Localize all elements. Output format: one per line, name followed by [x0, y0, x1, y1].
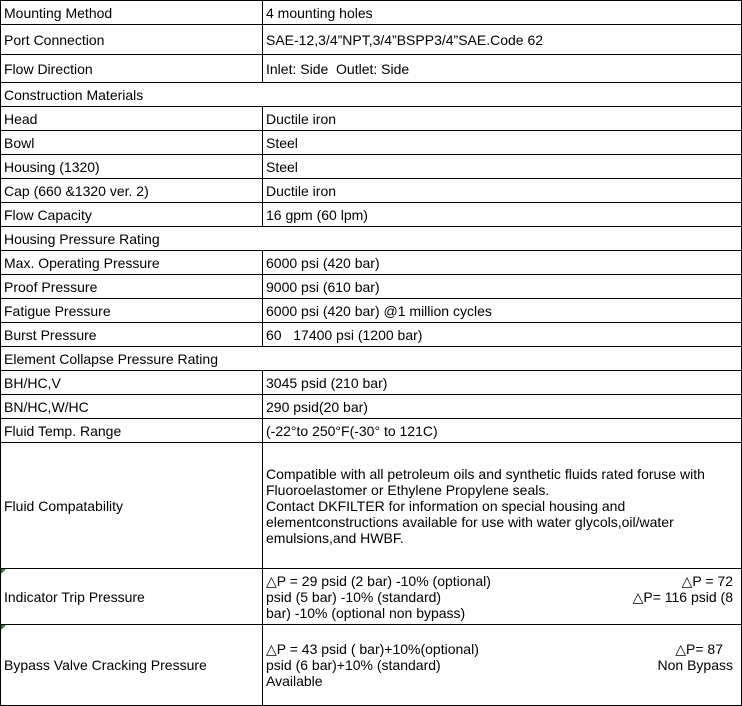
indicator-label-cell	[1, 569, 263, 625]
row-label: Housing (1320)	[1, 155, 263, 179]
section-heading: Construction Materials	[1, 83, 742, 107]
cell-marker	[1, 569, 6, 574]
table-row	[1, 395, 742, 419]
row-value: Inlet: Side Outlet: Side	[263, 55, 742, 83]
table-row	[1, 323, 742, 347]
fluid-compat-line: emulsions,and HWBF.	[266, 529, 404, 546]
fluid-compat-line: Fluoroelastomer or Ethylene Propylene seals.	[266, 481, 550, 498]
bypass-line-left: psid (6 bar)+10% (standard)	[266, 657, 441, 673]
indicator-line	[266, 573, 741, 589]
table-row	[1, 625, 742, 706]
row-value: Steel	[263, 131, 742, 155]
indicator-value	[263, 569, 742, 625]
bypass-line-left: △P = 43 psid ( bar)+10%(optional)	[266, 641, 479, 657]
table-row	[1, 203, 742, 227]
section-row	[1, 347, 742, 371]
row-label: Indicator Trip Pressure	[4, 588, 145, 605]
row-value: 16 gpm (60 lpm)	[263, 203, 742, 227]
section-heading: Element Collapse Pressure Rating	[1, 347, 742, 371]
bypass-line	[266, 641, 741, 657]
bypass-line-right: Non Bypass	[657, 657, 733, 673]
bypass-line-right: △P= 87	[675, 641, 723, 657]
row-value: Steel	[263, 155, 742, 179]
indicator-line-left: psid (5 bar) -10% (standard)	[266, 588, 442, 605]
row-value: 6000 psi (420 bar)	[263, 251, 742, 275]
row-label: Burst Pressure	[1, 323, 263, 347]
row-label: BH/HC,V	[1, 371, 263, 395]
table-row	[1, 251, 742, 275]
section-row	[1, 227, 742, 251]
row-value: (-22°to 250°F(-30° to 121C)	[263, 419, 742, 443]
row-value: 3045 psid (210 bar)	[263, 371, 742, 395]
fluid-compat-text	[263, 443, 742, 569]
table-row	[1, 155, 742, 179]
row-value: 6000 psi (420 bar) @1 million cycles	[263, 299, 742, 323]
fluid-compat-line: elementconstructions available for use with water glycols,oil/water	[266, 513, 674, 530]
row-label: Flow Capacity	[1, 203, 263, 227]
row-value: Ductile iron	[263, 179, 742, 203]
bypass-label-cell	[1, 625, 263, 706]
table-row	[1, 55, 742, 83]
indicator-line-right: △P= 116 psid (8	[632, 588, 733, 605]
table-row	[1, 275, 742, 299]
section-row	[1, 83, 742, 107]
table-row	[1, 299, 742, 323]
table-row	[1, 179, 742, 203]
indicator-line-left: △P = 29 psid (2 bar) -10% (optional)	[266, 572, 491, 589]
table-row	[1, 419, 742, 443]
row-label: Fluid Temp. Range	[1, 419, 263, 443]
bypass-line: Available	[266, 673, 323, 689]
cell-marker	[1, 625, 6, 630]
row-label: Max. Operating Pressure	[1, 251, 263, 275]
table-row	[1, 569, 742, 625]
table-row	[1, 25, 742, 55]
table-row	[1, 1, 742, 25]
table-row	[1, 131, 742, 155]
indicator-line-right: △P = 72	[681, 572, 733, 589]
row-label: Bowl	[1, 131, 263, 155]
fluid-compat-line: Contact DKFILTER for information on special housing and	[266, 497, 626, 514]
row-value: 60 17400 psi (1200 bar)	[263, 323, 742, 347]
row-value: 9000 psi (610 bar)	[263, 275, 742, 299]
row-label: Cap (660 &1320 ver. 2)	[1, 179, 263, 203]
row-value: 4 mounting holes	[263, 1, 742, 25]
bypass-line	[266, 657, 741, 673]
fluid-compat-line: Compatible with all petroleum oils and synthetic fluids rated foruse with	[266, 465, 705, 482]
row-label: Bypass Valve Cracking Pressure	[4, 657, 207, 673]
section-heading: Housing Pressure Rating	[1, 227, 742, 251]
row-value: 290 psid(20 bar)	[263, 395, 742, 419]
indicator-line: bar) -10% (optional non bypass)	[266, 604, 466, 621]
row-value: Ductile iron	[263, 107, 742, 131]
row-value: SAE-12,3/4”NPT,3/4”BSPP3/4”SAE.Code 62	[263, 25, 742, 55]
row-label: Fluid Compatability	[1, 443, 263, 569]
indicator-line	[266, 589, 741, 605]
bypass-value	[263, 625, 742, 706]
table-row	[1, 443, 742, 569]
table-row	[1, 107, 742, 131]
row-label: Fatigue Pressure	[1, 299, 263, 323]
row-label: BN/HC,W/HC	[1, 395, 263, 419]
table-row	[1, 371, 742, 395]
row-label: Head	[1, 107, 263, 131]
row-label: Proof Pressure	[1, 275, 263, 299]
row-label: Mounting Method	[1, 1, 263, 25]
row-label: Flow Direction	[1, 55, 263, 83]
row-label: Port Connection	[1, 25, 263, 55]
